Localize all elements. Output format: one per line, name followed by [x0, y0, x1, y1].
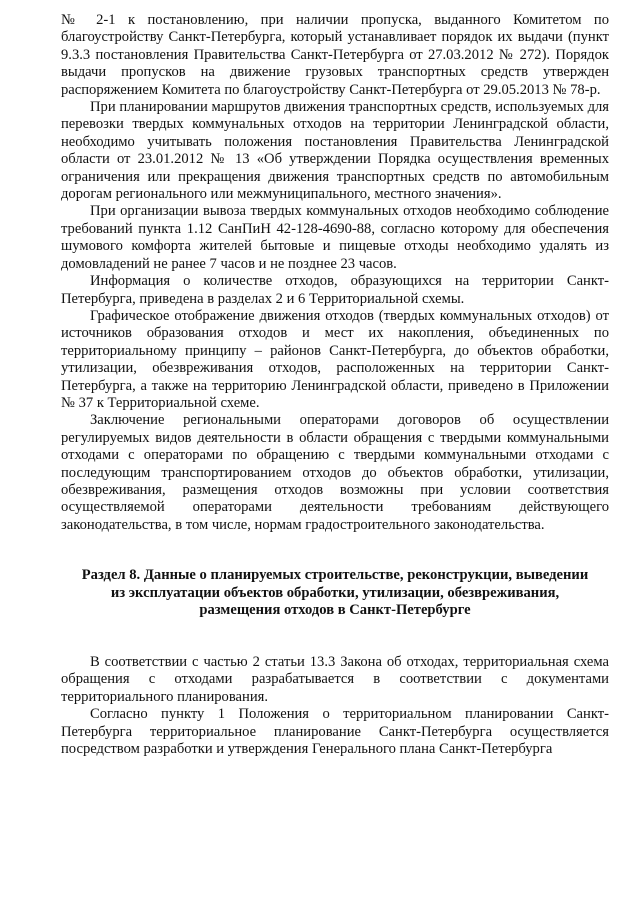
- section-heading-line: Раздел 8. Данные о планируемых строительстве, реконструкции, выведении: [81, 567, 589, 584]
- paragraph-route-planning: При планировании маршрутов движения транспортных средств, используемых для перевозки твердых коммунальных отходов на территории Ленинградской области, необходимо учитывать положения постановления Правительства Ленинградской области от 23.01.2012 № 13 «Об утверждении Порядка осуществления временных ограничения или прекращения движения транспортных средств по автомобильным дорогам регионального или межмуниципального, местного значения».: [61, 99, 609, 203]
- paragraph-noise-requirements: При организации вывоза твердых коммунальных отходов необходимо соблюдение требований пункта 1.12 СанПиН 42-128-4690-88, согласно которому для обеспечения шумового комфорта жителей бытовые и пищевые отходы необходимо удалять из домовладений не ранее 7 часов и не позднее 23 часов.: [61, 203, 609, 272]
- paragraph-territorial-planning: Согласно пункту 1 Положения о территориальном планировании Санкт-Петербурга территориальное планирование Санкт-Петербурга осуществляется посредством разработки и утверждения Генерального плана Санкт-Петербурга: [61, 706, 609, 757]
- paragraph-graphic-display: Графическое отображение движения отходов (твердых коммунальных отходов) от источников образования отходов и мест их накопления, объединенных по территориальному принципу – районов Санкт-Петербурга, до объектов обработки, утилизации, обезвреживания отходов, расположенных на территории Санкт-Петербурга, а также на территорию Ленинградской области, приведено в Приложении № 37 к Территориальной схеме.: [61, 307, 609, 411]
- section-heading: [61, 567, 609, 620]
- document-page: [61, 12, 609, 758]
- paragraph-pass-permit: № 2-1 к постановлению, при наличии пропуска, выданного Комитетом по благоустройству Санкт-Петербурга, который устанавливает порядок их выдачи (пункт 9.3.3 постановления Правительства Санкт-Петербурга от 27.03.2012 № 272). Порядок выдачи пропусков на движение грузовых транспортных средств утвержден распоряжением Комитета по благоустройству Санкт-Петербурга от 29.05.2013 № 78-р.: [61, 12, 609, 98]
- section-heading-line: из эксплуатации объектов обработки, утилизации, обезвреживания,: [110, 584, 560, 601]
- paragraph-waste-quantity-info: Информация о количестве отходов, образующихся на территории Санкт-Петербурга, приведена в разделах 2 и 6 Территориальной схемы.: [61, 273, 609, 307]
- section-heading-line: размещения отходов в Санкт-Петербурге: [199, 602, 471, 619]
- paragraph-operator-contracts: Заключение региональными операторами договоров об осуществлении регулируемых видов деятельности в области обращения с твердыми коммунальными отходами с операторами по обращению с твердыми коммунальными отходами с последующим транспортированием отходов до объектов обработки, утилизации, обезвреживания, размещения отходов возможны при условии соответствия осуществляемой операторами деятельности требованиям действующего законодательства, в том числе, нормам градостроительного законодательства.: [61, 412, 609, 533]
- paragraph-territorial-scheme: В соответствии с частью 2 статьи 13.3 Закона об отходах, территориальная схема обращения с отходами разрабатывается в соответствии с документами территориального планирования.: [61, 653, 609, 705]
